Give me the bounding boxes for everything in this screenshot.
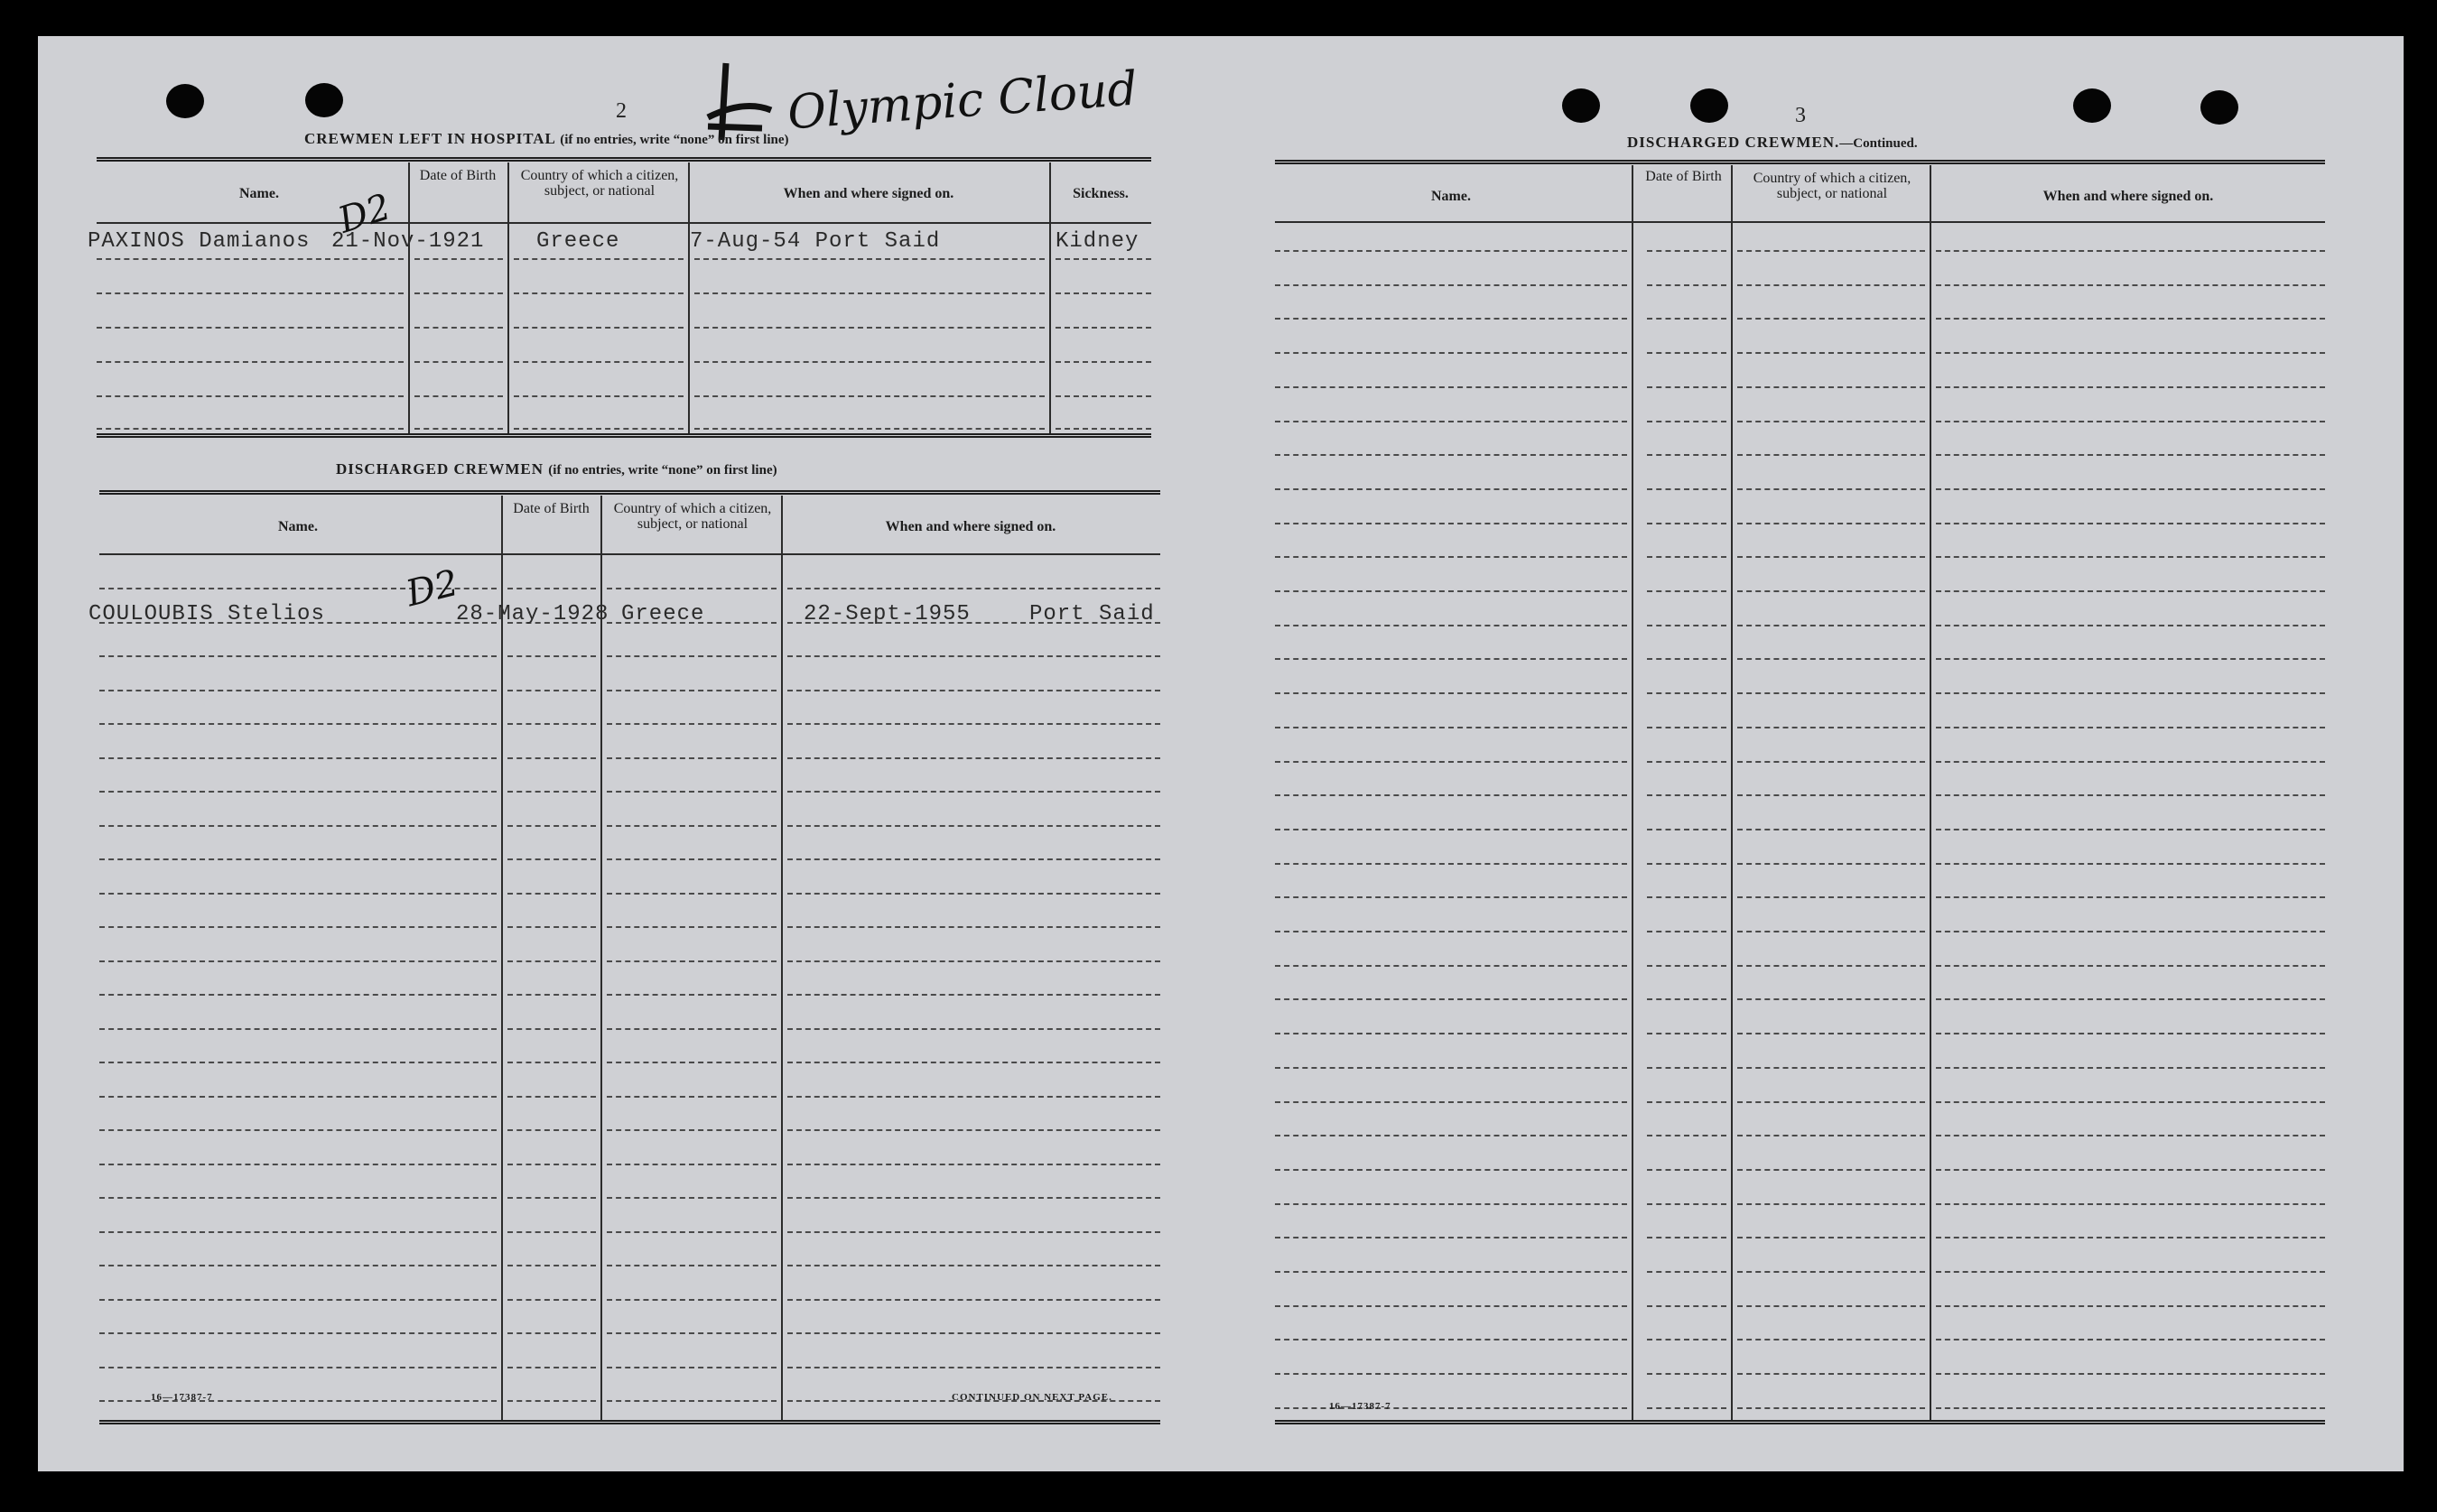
ruling-line	[1275, 1407, 1627, 1409]
ruling-line	[787, 1332, 1160, 1334]
ruling-line	[1737, 998, 1925, 1000]
ruling-line	[1275, 523, 1627, 524]
ruling-line	[607, 757, 777, 759]
hospital-entry-dob: 21-Nov-1921	[331, 229, 485, 254]
discharged-entry-country: Greece	[621, 602, 705, 626]
ruling-line	[1647, 829, 1726, 830]
ruling-line	[1275, 658, 1627, 660]
ruling-line	[787, 1367, 1160, 1368]
ruling-line	[1737, 454, 1925, 456]
ruling-line	[607, 588, 777, 589]
ruling-line	[1737, 1237, 1925, 1238]
ruling-line	[99, 1129, 497, 1131]
ruling-line	[1647, 998, 1726, 1000]
ruling-line	[1275, 1339, 1627, 1340]
ruling-line	[1936, 863, 2325, 865]
ruling-line	[1275, 625, 1627, 626]
ruling-line	[787, 690, 1160, 691]
ruling-line	[1275, 1237, 1627, 1238]
ruling-line	[99, 1265, 497, 1266]
ruling-line	[1647, 625, 1726, 626]
ruling-line	[1737, 1203, 1925, 1205]
ruling-line	[1737, 284, 1925, 286]
ruling-line	[1647, 794, 1726, 796]
discharged-title: DISCHARGED CREWMEN	[336, 460, 544, 478]
ruling-line	[1647, 1407, 1726, 1409]
ruling-line	[1936, 931, 2325, 932]
ruling-line	[1647, 250, 1726, 252]
ruling-line	[1737, 863, 1925, 865]
ruling-line	[607, 994, 777, 996]
ruling-line	[607, 690, 777, 691]
ruling-line	[787, 994, 1160, 996]
ruling-line	[1275, 761, 1627, 763]
ruling-line	[1936, 318, 2325, 320]
right-page	[1212, 36, 2404, 1471]
ruling-line	[507, 723, 596, 725]
ruling-line	[507, 757, 596, 759]
ruling-line	[1647, 1067, 1726, 1069]
ruling-line	[1936, 590, 2325, 592]
ruling-line	[787, 1197, 1160, 1199]
ruling-line	[507, 1231, 596, 1233]
ruling-line	[787, 1028, 1160, 1030]
ruling-line	[1936, 1203, 2325, 1205]
ruling-line	[607, 791, 777, 793]
ruling-line	[1936, 1373, 2325, 1375]
col-header-sickness: Sickness.	[1073, 186, 1129, 201]
ruling-line	[99, 825, 497, 827]
ruling-line	[1275, 1203, 1627, 1205]
ruling-line	[1936, 1305, 2325, 1307]
col-header-country: Country of which a citizen, subject, or national	[520, 168, 679, 199]
ruling-line	[1647, 1305, 1726, 1307]
ruling-line	[1647, 1373, 1726, 1375]
ruling-line	[99, 1367, 497, 1368]
ruling-line	[1275, 1101, 1627, 1103]
hospital-section-title	[304, 130, 789, 148]
ruling-line	[1275, 794, 1627, 796]
ruling-line	[607, 1197, 777, 1199]
hospital-entry-name: PAXINOS Damianos	[88, 229, 311, 254]
ruling-line	[1737, 1135, 1925, 1136]
ruling-line	[1936, 998, 2325, 1000]
ruling-line	[787, 1265, 1160, 1266]
ruling-line	[607, 1400, 777, 1402]
ruling-line	[1275, 454, 1627, 456]
ruling-line	[1275, 998, 1627, 1000]
ruling-line	[507, 791, 596, 793]
ruling-line	[1936, 523, 2325, 524]
ruling-line	[507, 825, 596, 827]
ruling-line	[507, 1129, 596, 1131]
ruling-line	[1936, 352, 2325, 354]
ruling-line	[99, 1332, 497, 1334]
ruling-line	[99, 858, 497, 860]
discharged-entry-name: COULOUBIS Stelios	[88, 602, 325, 626]
ruling-line	[1275, 863, 1627, 865]
ruling-line	[607, 1367, 777, 1368]
ruling-line	[1936, 761, 2325, 763]
ruling-line	[1737, 1271, 1925, 1273]
ruling-line	[607, 655, 777, 657]
ruling-line	[99, 1096, 497, 1098]
form-code: 16—17387-7	[151, 1392, 213, 1403]
ruling-line	[787, 960, 1160, 962]
ruling-line	[1647, 1203, 1726, 1205]
ruling-line	[1737, 590, 1925, 592]
ruling-line	[607, 1096, 777, 1098]
ruling-line	[787, 723, 1160, 725]
hospital-table	[88, 157, 1151, 439]
ruling-line	[1647, 1101, 1726, 1103]
ruling-line	[99, 1299, 497, 1301]
ruling-line	[1737, 1169, 1925, 1171]
handwritten-ship-name: Olympic Cloud	[786, 61, 1139, 141]
ruling-line	[1936, 1407, 2325, 1409]
ruling-line	[787, 757, 1160, 759]
ruling-line	[507, 1062, 596, 1063]
ruling-line	[1275, 1067, 1627, 1069]
ruling-line	[787, 1096, 1160, 1098]
col-header-signed: When and where signed on.	[783, 186, 954, 201]
discharged-d2-mark: D2	[402, 561, 463, 616]
ruling-line	[1647, 727, 1726, 728]
ruling-line	[507, 926, 596, 928]
discharged-entry-signed-place: Port Said	[1029, 602, 1155, 626]
ruling-line	[1275, 250, 1627, 252]
ruling-line	[507, 1332, 596, 1334]
col-header-dob: Date of Birth	[419, 168, 497, 183]
ruling-line	[1275, 1169, 1627, 1171]
ruling-line	[507, 588, 596, 589]
ruling-line	[1647, 931, 1726, 932]
right-title-suffix: —Continued.	[1839, 136, 1918, 151]
ruling-line	[1737, 896, 1925, 898]
ruling-line	[99, 723, 497, 725]
manifest-sheet	[38, 36, 2404, 1471]
col-header-name: Name.	[278, 519, 318, 534]
continued-note: CONTINUED ON NEXT PAGE.	[952, 1392, 1112, 1403]
col-header-dob: Date of Birth	[513, 501, 590, 516]
ruling-line	[99, 994, 497, 996]
ruling-line	[1647, 692, 1726, 694]
ruling-line	[1737, 352, 1925, 354]
ruling-line	[1737, 692, 1925, 694]
ruling-line	[99, 893, 497, 895]
ruling-line	[1647, 1033, 1726, 1034]
ruling-line	[1936, 1271, 2325, 1273]
ruling-line	[607, 1299, 777, 1301]
discharged-continued-table	[1275, 160, 2325, 1428]
ruling-line	[607, 1129, 777, 1131]
ruling-line	[1936, 556, 2325, 558]
ruling-line	[607, 723, 777, 725]
ruling-line	[1936, 454, 2325, 456]
ruling-line	[1737, 931, 1925, 932]
ruling-line	[99, 960, 497, 962]
ruling-line	[1936, 488, 2325, 490]
ruling-line	[1737, 1067, 1925, 1069]
ruling-line	[1275, 556, 1627, 558]
ruling-line	[787, 1299, 1160, 1301]
ruling-line	[1936, 658, 2325, 660]
hospital-entry-sickness: Kidney	[1056, 229, 1139, 254]
ruling-line	[99, 1164, 497, 1165]
ruling-line	[1275, 488, 1627, 490]
ruling-line	[1936, 284, 2325, 286]
ruling-line	[1647, 1135, 1726, 1136]
col-header-country: Country of which a citizen, subject, or national	[613, 501, 772, 532]
ruling-line	[607, 1332, 777, 1334]
discharged-table	[88, 490, 1160, 1429]
col-header-dob: Date of Birth	[1645, 169, 1722, 184]
form-code: 16—17387-7	[1329, 1401, 1391, 1412]
ruling-line	[1275, 727, 1627, 728]
ruling-line	[607, 960, 777, 962]
ruling-line	[1647, 1339, 1726, 1340]
discharged-entry-signed-date: 22-Sept-1955	[804, 602, 971, 626]
ruling-line	[1936, 1101, 2325, 1103]
ruling-line	[1936, 1237, 2325, 1238]
ruling-line	[1936, 896, 2325, 898]
ruling-line	[99, 1231, 497, 1233]
ruling-line	[1275, 692, 1627, 694]
ruling-line	[1936, 829, 2325, 830]
ruling-line	[1737, 727, 1925, 728]
ruling-line	[1275, 1271, 1627, 1273]
ruling-line	[1647, 965, 1726, 967]
ruling-line	[1647, 284, 1726, 286]
hospital-title: CREWMEN LEFT IN HOSPITAL	[304, 130, 555, 147]
ruling-line	[1737, 1305, 1925, 1307]
ruling-line	[1275, 352, 1627, 354]
ruling-line	[99, 1197, 497, 1199]
ruling-line	[1647, 386, 1726, 388]
ruling-line	[1936, 625, 2325, 626]
col-header-signed: When and where signed on.	[2042, 189, 2214, 204]
ruling-line	[1647, 421, 1726, 422]
ruling-line	[1737, 386, 1925, 388]
ruling-line	[507, 960, 596, 962]
ruling-line	[1275, 318, 1627, 320]
hospital-note: (if no entries, write “none” on first line)	[560, 133, 789, 147]
ruling-line	[1275, 896, 1627, 898]
ruling-line	[507, 1265, 596, 1266]
page-number: 3	[1795, 104, 1806, 127]
ruling-line	[507, 858, 596, 860]
ruling-line	[1647, 658, 1726, 660]
ruling-line	[1737, 761, 1925, 763]
ruling-line	[1936, 965, 2325, 967]
ruling-line	[1647, 318, 1726, 320]
col-header-name: Name.	[239, 186, 279, 201]
ruling-line	[99, 690, 497, 691]
left-page	[38, 36, 1212, 1471]
ruling-line	[787, 791, 1160, 793]
ruling-line	[507, 1164, 596, 1165]
ruling-line	[507, 893, 596, 895]
ruling-line	[99, 757, 497, 759]
discharged-section-title	[336, 460, 777, 478]
ruling-line	[507, 1028, 596, 1030]
ruling-line	[1737, 829, 1925, 830]
hospital-entry-country: Greece	[536, 229, 620, 254]
ruling-line	[1647, 761, 1726, 763]
ruling-line	[1936, 727, 2325, 728]
hospital-d2-mark: D2	[333, 186, 396, 242]
ruling-line	[607, 926, 777, 928]
ruling-line	[1936, 794, 2325, 796]
ruling-line	[787, 825, 1160, 827]
col-header-country: Country of which a citizen, subject, or national	[1753, 171, 1911, 201]
ruling-line	[507, 1299, 596, 1301]
ruling-line	[507, 655, 596, 657]
ruling-line	[787, 926, 1160, 928]
ruling-line	[1737, 965, 1925, 967]
ruling-line	[1647, 488, 1726, 490]
ruling-line	[99, 1062, 497, 1063]
ruling-line	[1737, 250, 1925, 252]
ruling-line	[1737, 1407, 1925, 1409]
hospital-entry-signed: 7-Aug-54 Port Said	[690, 229, 941, 254]
ruling-line	[507, 1197, 596, 1199]
ruling-line	[607, 1028, 777, 1030]
ruling-line	[1737, 523, 1925, 524]
discharged-entry-dob: 28-May-1928	[456, 602, 609, 626]
ruling-line	[607, 1164, 777, 1165]
ruling-line	[1737, 658, 1925, 660]
ruling-line	[1936, 1033, 2325, 1034]
ruling-line	[99, 655, 497, 657]
ruling-line	[1275, 1135, 1627, 1136]
ruling-line	[1737, 488, 1925, 490]
ruling-line	[1737, 1373, 1925, 1375]
ruling-line	[1275, 931, 1627, 932]
ruling-line	[787, 1129, 1160, 1131]
ruling-line	[1936, 692, 2325, 694]
ruling-line	[607, 1062, 777, 1063]
ruling-line	[1936, 1135, 2325, 1136]
ruling-line	[1737, 556, 1925, 558]
ruling-line	[1647, 1237, 1726, 1238]
ruling-line	[787, 1164, 1160, 1165]
ruling-line	[507, 1096, 596, 1098]
ruling-line	[1647, 1271, 1726, 1273]
ruling-line	[1737, 625, 1925, 626]
ruling-line	[607, 1265, 777, 1266]
ruling-line	[1647, 556, 1726, 558]
ruling-line	[1737, 421, 1925, 422]
ruling-line	[1647, 523, 1726, 524]
ruling-line	[1275, 421, 1627, 422]
ruling-line	[1647, 352, 1726, 354]
right-section-title	[1627, 134, 1918, 152]
ruling-line	[1275, 284, 1627, 286]
ruling-line	[507, 994, 596, 996]
right-title: DISCHARGED CREWMEN.	[1627, 134, 1840, 151]
ruling-line	[1275, 1373, 1627, 1375]
ruling-line	[607, 858, 777, 860]
ruling-line	[1936, 386, 2325, 388]
ruling-line	[99, 791, 497, 793]
ruling-line	[1647, 863, 1726, 865]
ruling-line	[1647, 896, 1726, 898]
page-number: 2	[616, 99, 627, 123]
ruling-line	[1647, 590, 1726, 592]
ruling-line	[1737, 318, 1925, 320]
ruling-line	[787, 655, 1160, 657]
ruling-line	[787, 893, 1160, 895]
ruling-line	[1936, 1339, 2325, 1340]
ruling-line	[1936, 1067, 2325, 1069]
ruling-line	[787, 858, 1160, 860]
ruling-line	[507, 1367, 596, 1368]
ruling-line	[1275, 386, 1627, 388]
ruling-line	[1936, 1169, 2325, 1171]
ruling-line	[507, 1400, 596, 1402]
ruling-line	[1936, 250, 2325, 252]
ruling-line	[1737, 1339, 1925, 1340]
ruling-line	[1737, 1101, 1925, 1103]
col-header-name: Name.	[1431, 189, 1471, 204]
ruling-line	[787, 1231, 1160, 1233]
ruling-line	[607, 893, 777, 895]
ruling-line	[1275, 965, 1627, 967]
discharged-note: (if no entries, write “none” on first line)	[548, 463, 777, 478]
ruling-line	[1647, 454, 1726, 456]
ruling-line	[1737, 794, 1925, 796]
ruling-line	[787, 1062, 1160, 1063]
ruling-line	[1737, 1033, 1925, 1034]
ruling-line	[1275, 1033, 1627, 1034]
ruling-line	[607, 825, 777, 827]
ruling-line	[99, 926, 497, 928]
ruling-line	[787, 588, 1160, 589]
col-header-signed: When and where signed on.	[885, 519, 1056, 534]
ruling-line	[507, 690, 596, 691]
ruling-line	[1275, 829, 1627, 830]
ruling-line	[1936, 421, 2325, 422]
ruling-line	[99, 1028, 497, 1030]
ruling-line	[1647, 1169, 1726, 1171]
ruling-line	[1275, 590, 1627, 592]
ruling-line	[1275, 1305, 1627, 1307]
ruling-line	[607, 1231, 777, 1233]
